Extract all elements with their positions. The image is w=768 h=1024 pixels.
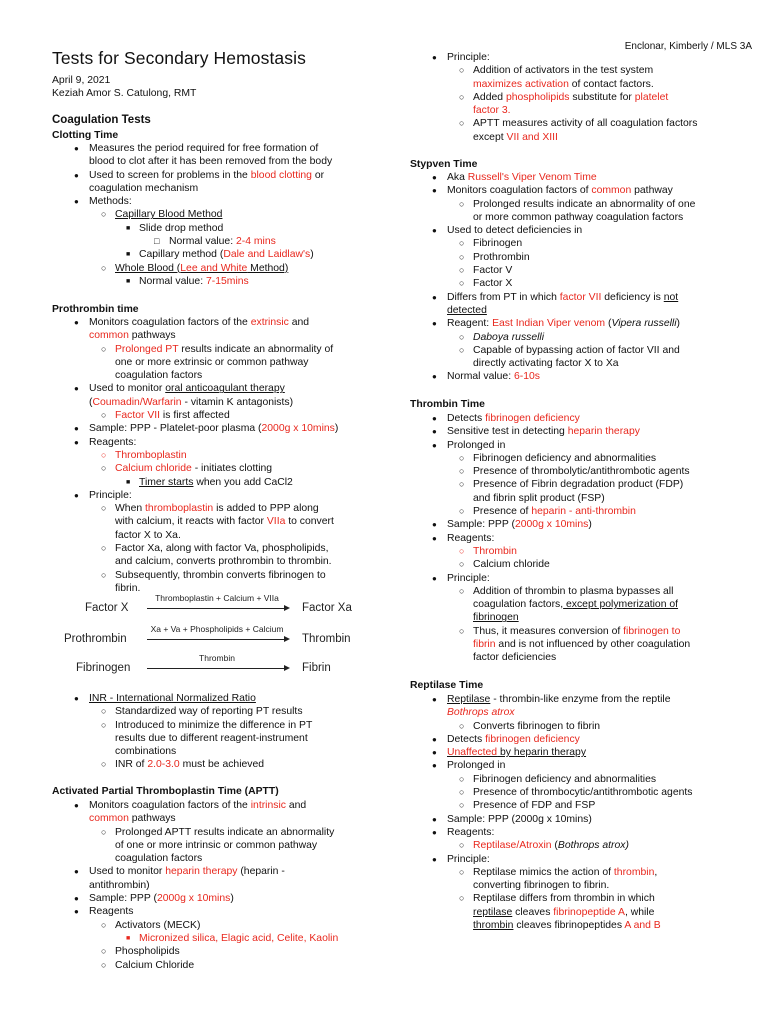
- pt-list: ● Monitors coagulation factors of the extrinsic and common pathways ○ Prolonged PT results indicate an abnormality of one or more extrinsic or common pathway coagulation factors ● Used to monitor oral anticoagulant therapy (Coumadin/Warfarin - vitamin K antagonists) ○ Factor VII is first affected ● Sample: PPP - Platelet-poor plasma (2000g x 10mins) ● Reagents: ○ Thromboplastin ○ Calcium chloride - initiates clotting ■ Timer starts when you add CaCl2 ● Principle: ○ When thromboplastin is added to PPP along with calcium, it reacts with factor VIIa to convert factor X to Xa. ○ Factor Xa, along with factor Va, phospholipids, and calcium, converts prothrombin to thrombin. ○ Subsequently, thrombin converts fibrinogen to fibrin.: [52, 316, 382, 595]
- section-coagulation-tests: Coagulation Tests: [52, 114, 151, 126]
- heading-prothrombin-time: Prothrombin time: [52, 304, 139, 315]
- heading-stypven-time: Stypven Time: [410, 159, 478, 170]
- stypven-list: ● Aka Russell's Viper Venom Time ● Monitors coagulation factors of common pathway ○ Prolonged results indicate an abnormality of one or more common pathway coagulation factors ● Used to detect deficiencies in ○ Fibrinogen ○ Prothrombin ○ Factor V ○ Factor X ● Differs from PT in which factor VII deficiency is not detected ● Reagent: East Indian Viper venom (Vipera russelli) ○ Daboya russelli ○ Capable of bypassing action of factor VII and directly activating factor X to Xa ● Normal value: 6-10s: [410, 171, 740, 384]
- clotting-list: ● Measures the period required for free formation of blood to clot after it has been removed from the body ● Used to screen for problems in the blood clotting or coagulation mechanism ● Methods: ○ Capillary Blood Method ■ Slide drop method □ Normal value: 2-4 mins ■ Capillary method (Dale and Laidlaw's) ○ Whole Blood (Lee and White Method) ■ Normal value: 7-15mins: [52, 142, 382, 288]
- aptt-principle-list: ● Principle: ○ Addition of activators in the test system maximizes activation of contact factors. ○ Added phospholipids substitute for platelet factor 3. ○ APTT measures activity of all coagulation factors except VII and XIII: [410, 51, 740, 144]
- thrombin-list: ● Detects fibrinogen deficiency ● Sensitive test in detecting heparin therapy ● Prolonged in ○ Fibrinogen deficiency and abnormalities ○ Presence of thrombolytic/antithrombotic agents ○ Presence of Fibrin degradation product (FDP) and fibrin split product (FSP) ○ Presence of heparin - anti-thrombin ● Sample: PPP (2000g x 10mins) ● Reagents: ○ Thrombin ○ Calcium chloride ● Principle: ○ Addition of thrombin to plasma bypasses all coagulation factors, except polymerization of fibrinogen ○ Thus, it measures conversion of fibrinogen to fibrin and is not influenced by other coagulation factor deficiencies: [410, 412, 740, 665]
- inr-list: ● INR - International Normalized Ratio ○ Standardized way of reporting PT results ○ Introduced to minimize the difference in PT results due to different reagent-instrument combinations ○ INR of 2.0-3.0 must be achieved: [52, 692, 382, 772]
- doc-lecturer: Keziah Amor S. Catulong, RMT: [52, 88, 197, 99]
- heading-aptt: Activated Partial Thromboplastin Time (APTT): [52, 786, 279, 797]
- aptt-list: ● Monitors coagulation factors of the intrinsic and common pathways ○ Prolonged APTT results indicate an abnormality of one or more intrinsic or common pathway coagulation factors ● Used to monitor heparin therapy (heparin - antithrombin) ● Sample: PPP (2000g x 10mins) ● Reagents ○ Activators (MECK) ■ Micronized silica, Elagic acid, Celite, Kaolin ○ Phospholipids ○ Calcium Chloride: [52, 799, 382, 972]
- author-header: Enclonar, Kimberly / MLS 3A: [624, 41, 752, 52]
- reaction-fibrinogen: Fibrinogen Thrombin Fibrin: [76, 653, 331, 674]
- reptilase-list: ● Reptilase - thrombin-like enzyme from the reptile Bothrops atrox ○ Converts fibrinogen to fibrin ● Detects fibrinogen deficiency ● Unaffected by heparin therapy ● Prolonged in ○ Fibrinogen deficiency and abnormalities ○ Presence of thrombocytic/antithrombotic agents ○ Presence of FDP and FSP ● Sample: PPP (2000g x 10mins) ● Reagents: ○ Reptilase/Atroxin (Bothrops atrox) ● Principle: ○ Reptilase mimics the action of thrombin, converting fibrinogen to fibrin. ○ Reptilase differs from thrombin in which reptilase cleaves fibrinopeptide A, while thrombin cleaves fibrinopeptides A and B: [410, 693, 740, 932]
- heading-thrombin-time: Thrombin Time: [410, 399, 485, 410]
- doc-date: April 9, 2021: [52, 75, 111, 86]
- page-title: Tests for Secondary Hemostasis: [52, 48, 306, 68]
- heading-clotting-time: Clotting Time: [52, 130, 119, 141]
- heading-reptilase-time: Reptilase Time: [410, 680, 484, 691]
- reaction-factor-x: Factor X Thromboplastin + Calcium + VIIa Factor Xa: [85, 593, 352, 614]
- reaction-prothrombin: Prothrombin Xa + Va + Phospholipids + Calcium Thrombin: [64, 624, 351, 645]
